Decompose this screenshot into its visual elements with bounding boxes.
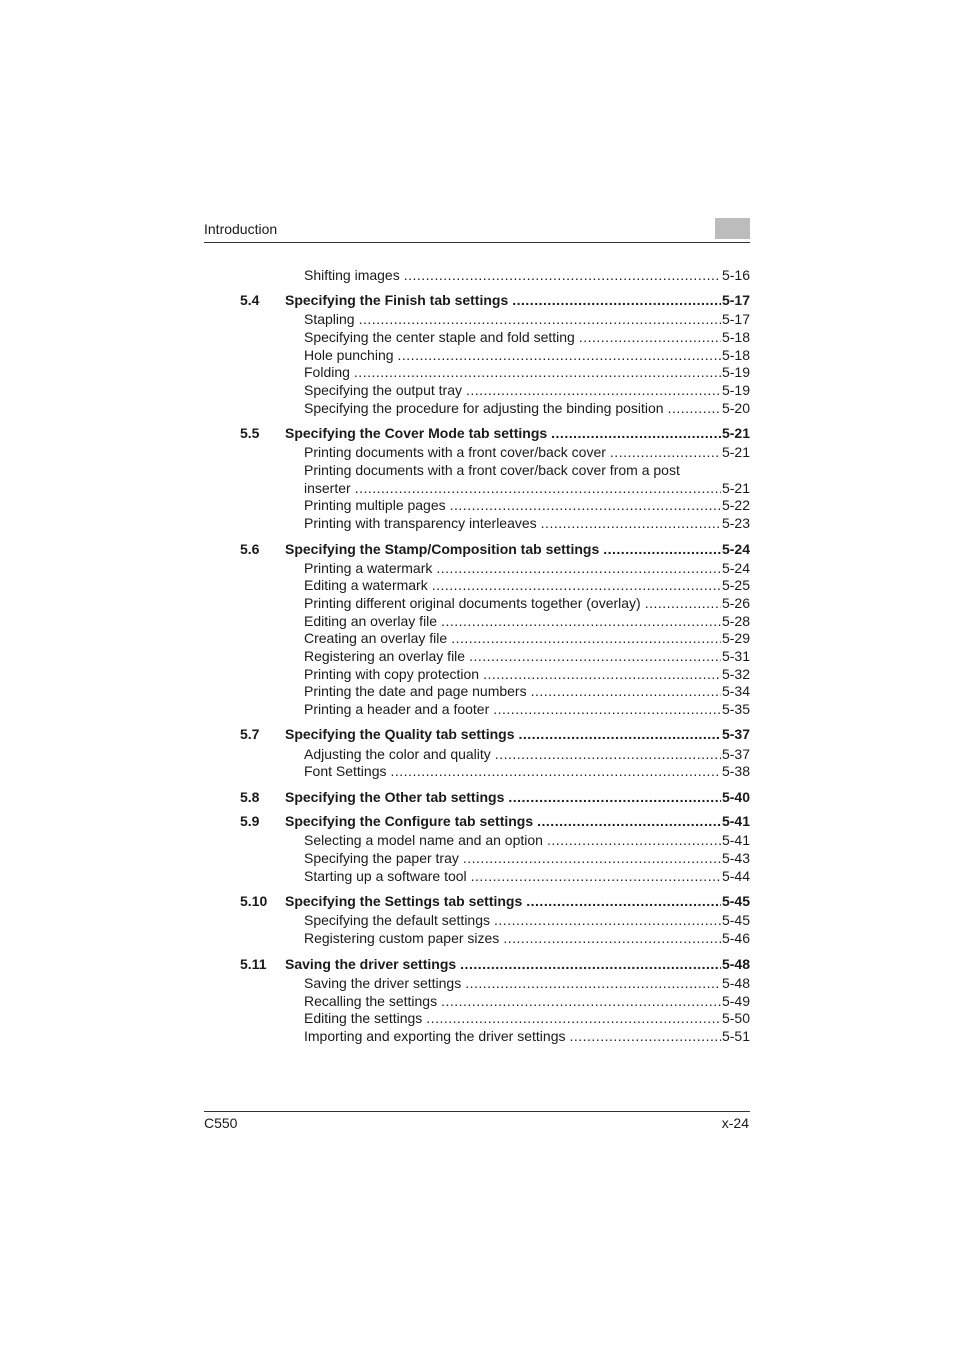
toc-entry[interactable] [304,443,750,461]
toc-section-title: Specifying the Cover Mode tab settings [285,425,548,441]
toc-entry-page: 5-32 [721,666,750,682]
header-divider [204,242,750,243]
toc-entry[interactable] [304,559,750,577]
toc-entry-title: Printing with transparency interleaves [304,515,537,531]
toc-leader [391,762,721,780]
toc-entry-title: Specifying the default settings [304,912,491,928]
toc-entry-page: 5-43 [721,850,750,866]
toc-section-title: Saving the driver settings [285,956,457,972]
toc-entry-page: 5-18 [721,329,750,345]
toc-entry-page: 5-19 [721,382,750,398]
toc-entry-title: Starting up a software tool [304,868,467,884]
toc-section-number: 5.4 [240,292,260,308]
toc-entry-title: Specifying the output tray [304,382,462,398]
toc-entry[interactable] [304,576,750,594]
toc-entry-page: 5-41 [721,832,750,848]
toc-entry[interactable] [304,974,750,992]
toc-entry-title: Printing a header and a footer [304,701,490,717]
toc-section-page: 5-37 [721,726,750,742]
toc-entry-page: 5-48 [721,975,750,991]
toc-entry-title: Editing a watermark [304,577,428,593]
toc-entry-title: Selecting a model name and an option [304,832,543,848]
toc-entry-title: Shifting images [304,267,400,283]
toc-leader [354,363,721,381]
toc-entry-title: Recalling the settings [304,993,438,1009]
toc-entry-title: Specifying the procedure for adjusting the binding position [304,400,664,416]
toc-leader [441,612,721,630]
toc-leader [518,725,720,743]
toc-entry-title: Importing and exporting the driver settings [304,1028,566,1044]
toc-section-title: Specifying the Finish tab settings [285,292,509,308]
toc-entry-page: 5-34 [721,683,750,699]
toc-entry-page: 5-24 [721,560,750,576]
toc-entry[interactable] [304,647,750,665]
toc-leader [645,594,721,612]
toc-leader [432,576,721,594]
toc-entry-title: Font Settings [304,763,387,779]
toc-leader [551,424,721,442]
toc-leader [463,849,721,867]
toc-entry-title: Registering an overlay file [304,648,466,664]
toc-entry-page: 5-21 [721,444,750,460]
toc-leader [465,974,721,992]
toc-leader [436,559,721,577]
toc-section-page: 5-40 [721,789,750,805]
toc-section-number: 5.6 [240,541,260,557]
toc-leader [494,911,721,929]
toc-entry-title: Editing the settings [304,1010,423,1026]
toc-leader [404,266,721,284]
toc-leader [493,700,721,718]
chapter-tab-marker [715,218,750,239]
toc-entry-title: Registering custom paper sizes [304,930,500,946]
toc-entry[interactable] [304,1009,750,1027]
toc-leader [512,291,721,309]
toc-entry[interactable] [304,514,750,532]
toc-entry-page: 5-31 [721,648,750,664]
toc-entry[interactable] [304,762,750,780]
toc-entry-title: Printing multiple pages [304,497,446,513]
toc-section-number: 5.11 [240,956,267,972]
toc-entry[interactable] [304,700,750,718]
toc-entry-page: 5-37 [721,746,750,762]
toc-entry-page: 5-49 [721,993,750,1009]
toc-section-page: 5-21 [721,425,750,441]
toc-entry-title: Printing a watermark [304,560,433,576]
toc-entry[interactable] [304,328,750,346]
toc-leader [541,514,721,532]
toc-section[interactable] [240,812,750,830]
toc-entry-title: inserter [304,480,351,496]
toc-section-title: Specifying the Other tab settings [285,789,505,805]
toc-entry-page: 5-35 [721,701,750,717]
toc-entry-page: 5-19 [721,364,750,380]
toc-entry-page: 5-45 [721,912,750,928]
toc-leader [483,665,721,683]
toc-entry[interactable] [304,629,750,647]
toc-leader [603,540,721,558]
toc-entry[interactable] [304,849,750,867]
toc-leader [526,892,721,910]
toc-leader [668,399,721,417]
toc-leader [398,346,721,364]
toc-entry-title: Editing an overlay file [304,613,438,629]
toc-entry-page: 5-16 [721,267,750,283]
toc-entry-title: Printing different original documents together (overlay) [304,595,641,611]
toc-entry[interactable] [304,594,750,612]
toc-entry[interactable] [304,381,750,399]
toc-leader [471,867,721,885]
toc-section[interactable] [240,291,750,309]
toc-section[interactable] [240,788,750,806]
toc-entry-title: Printing with copy protection [304,666,480,682]
toc-entry[interactable] [304,496,750,514]
toc-entry-page: 5-28 [721,613,750,629]
toc-entry-title: Specifying the paper tray [304,850,459,866]
toc-leader [359,310,721,328]
toc-entry[interactable] [304,266,750,284]
toc-section-title: Specifying the Stamp/Composition tab settings [285,541,600,557]
toc-entry-page: 5-17 [721,311,750,327]
toc-entry-page: 5-51 [721,1028,750,1044]
toc-entry[interactable] [304,992,750,1010]
toc-section-number: 5.9 [240,813,260,829]
toc-entry-page: 5-18 [721,347,750,363]
toc-entry-title: Hole punching [304,347,394,363]
toc-entry[interactable] [304,665,750,683]
toc-entry-page: 5-29 [721,630,750,646]
toc-entry[interactable] [304,929,750,947]
toc-leader [466,381,721,399]
toc-entry[interactable] [304,399,750,417]
toc-section-page: 5-17 [721,292,750,308]
footer-divider [204,1111,750,1112]
toc-leader [569,1027,720,1045]
toc-section-number: 5.10 [240,893,268,909]
toc-section[interactable] [240,892,750,910]
toc-entry-title: Creating an overlay file [304,630,448,646]
toc-entry[interactable] [304,612,750,630]
toc-section[interactable] [240,955,750,973]
toc-entry[interactable] [304,911,750,929]
toc-entry-title: Stapling [304,311,355,327]
toc-section[interactable] [240,540,750,558]
toc-entry-wrapped-line[interactable] [304,461,750,479]
toc-section-title: Specifying the Quality tab settings [285,726,515,742]
toc-entry[interactable] [304,831,750,849]
toc-entry-title: Adjusting the color and quality [304,746,491,762]
toc-entry[interactable] [304,1027,750,1045]
toc-leader [355,479,721,497]
toc-entry-page: 5-22 [721,497,750,513]
toc-leader [503,929,721,947]
toc-section-title: Specifying the Settings tab settings [285,893,523,909]
toc-leader [469,647,721,665]
toc-leader [531,682,721,700]
toc-section-page: 5-48 [721,956,750,972]
toc-leader [547,831,721,849]
toc-leader [451,629,721,647]
toc-leader [579,328,721,346]
toc-entry[interactable] [304,682,750,700]
toc-section-page: 5-24 [721,541,750,557]
toc-entry-page: 5-23 [721,515,750,531]
toc-leader [426,1009,721,1027]
toc-entry-page: 5-21 [721,480,750,496]
toc-section-number: 5.5 [240,425,260,441]
toc-entry-page: 5-26 [721,595,750,611]
toc-entry-title: Saving the driver settings [304,975,462,991]
toc-entry[interactable] [304,346,750,364]
toc-entry-page: 5-46 [721,930,750,946]
toc-leader [450,496,721,514]
toc-entry-page: 5-44 [721,868,750,884]
toc-section-page: 5-45 [721,893,750,909]
toc-section-page: 5-41 [721,813,750,829]
toc-leader [441,992,721,1010]
toc-entry[interactable] [304,310,750,328]
footer-model-name: C550 [204,1115,238,1131]
toc-section-number: 5.8 [240,789,260,805]
toc-section[interactable] [240,725,750,743]
toc-entry-title: Folding [304,364,350,380]
toc-entry-title: Printing documents with a front cover/back cover [304,444,606,460]
toc-entry-page: 5-20 [721,400,750,416]
toc-section-title: Specifying the Configure tab settings [285,813,534,829]
toc-entry-title: Printing the date and page numbers [304,683,527,699]
running-header-title: Introduction [204,221,278,237]
toc-section-number: 5.7 [240,726,260,742]
toc-leader [508,788,721,806]
toc-entry-title: Specifying the center staple and fold setting [304,329,575,345]
toc-section[interactable] [240,424,750,442]
footer-page-number: x-24 [721,1115,749,1131]
toc-leader [495,745,721,763]
toc-entry-title: Printing documents with a front cover/back cover from a post [304,462,680,478]
toc-leader [537,812,721,830]
toc-entry[interactable] [304,745,750,763]
toc-entry[interactable] [304,479,750,497]
toc-entry[interactable] [304,867,750,885]
toc-entry-page: 5-38 [721,763,750,779]
toc-leader [460,955,721,973]
toc-entry[interactable] [304,363,750,381]
toc-entry-page: 5-50 [721,1010,750,1026]
toc-entry-page: 5-25 [721,577,750,593]
toc-leader [610,443,721,461]
